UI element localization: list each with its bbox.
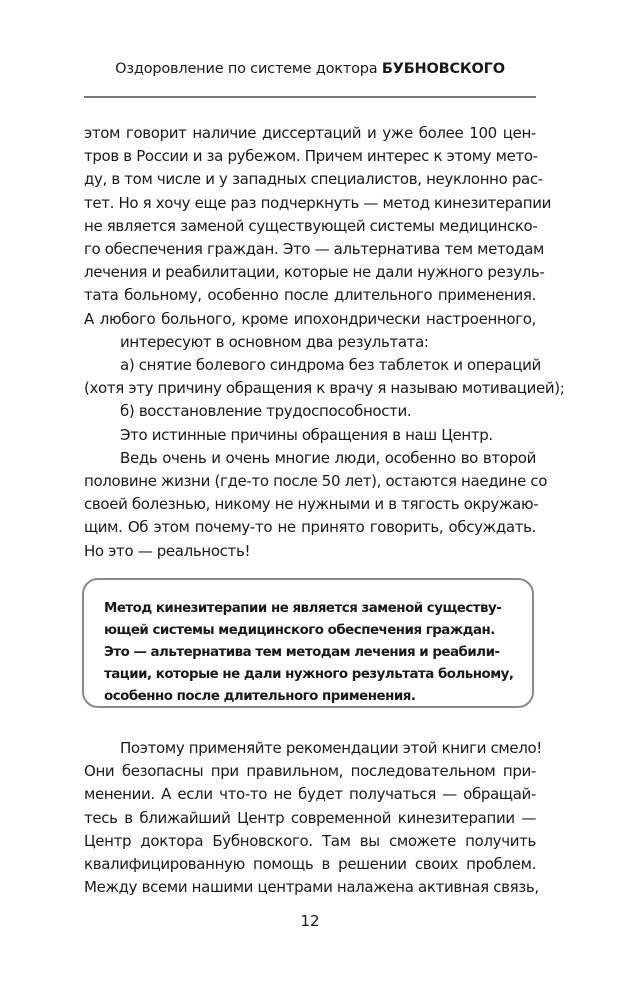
callout-line: особенно после длительного применения. xyxy=(104,689,416,704)
text-line: не является заменой существующей системы медицинско- xyxy=(84,216,538,235)
callout-line: Метод кинезитерапии не является заменой существу- xyxy=(104,601,502,616)
running-header xyxy=(84,61,536,77)
text-line: (хотя эту причину обращения к врачу я называю мотивацией); xyxy=(84,379,565,398)
text-line: Это истинные причины обращения в наш Центр. xyxy=(120,425,493,444)
text-line: б) восстановление трудоспособности. xyxy=(120,402,412,421)
text-line: щим. Об этом почему-то не принято говорить, обсуждать. xyxy=(84,518,536,537)
callout-text xyxy=(104,598,514,708)
text-line: Между всеми нашими центрами налажена активная связь, xyxy=(84,878,539,897)
header-title: Оздоровление по системе доктора xyxy=(115,61,382,77)
text-line: тата больному, особенно после длительного применения. xyxy=(84,286,536,305)
text-line: тесь в ближайший Центр современной кинезитерапии — xyxy=(84,808,536,827)
text-line: Они безопасны при правильном, последовательном при- xyxy=(84,762,536,781)
body-text-bottom xyxy=(84,737,542,899)
text-line: тет. Но я хочу еще раз подчеркнуть — метод кинезитерапии xyxy=(84,193,552,212)
body-text-top xyxy=(84,122,565,563)
text-line: квалифицированную помощь в решении своих проблем. xyxy=(84,855,536,874)
text-line: Ведь очень и очень многие люди, особенно во второй xyxy=(120,448,536,467)
header-author: БУБНОВСКОГО xyxy=(381,61,505,77)
page-number: 12 xyxy=(300,912,320,930)
text-line: тров в России и за рубежом. Причем интерес к этому мето- xyxy=(84,147,538,166)
callout-line: тации, которые не дали нужного результата больному, xyxy=(104,667,514,682)
text-line: А любого больного, кроме ипохондрически настроенного, xyxy=(84,309,536,328)
text-line: а) снятие болевого синдрома без таблеток и операций xyxy=(120,356,541,375)
text-line: менении. А если что-то не будет получаться — обращай- xyxy=(84,785,536,804)
text-line: ду, в том числе и у западных специалистов, неуклонно рас- xyxy=(84,170,543,189)
text-line: половине жизни (где-то после 50 лет), остаются наедине со xyxy=(84,472,548,491)
text-line: Но это — реальность! xyxy=(84,541,251,560)
text-line: лечения и реабилитации, которые не дали нужного резуль- xyxy=(84,263,545,282)
text-line: го обеспечения граждан. Это — альтернатива тем методам xyxy=(84,240,545,259)
callout-line: ющей системы медицинского обеспечения граждан. xyxy=(104,623,495,638)
text-line: интересуют в основном два результата: xyxy=(120,332,429,351)
text-line: этом говорит наличие диссертаций и уже более 100 цен- xyxy=(84,124,536,142)
header-rule xyxy=(84,96,536,98)
text-line: своей болезнью, никому не нужными и в тягость окружаю- xyxy=(84,495,539,514)
text-line: Поэтому применяйте рекомендации этой книги смело! xyxy=(120,739,542,757)
callout-box xyxy=(82,578,534,708)
callout-line: Это — альтернатива тем методам лечения и реабили- xyxy=(104,645,500,660)
text-line: Центр доктора Бубновского. Там вы сможете получить xyxy=(84,831,536,850)
